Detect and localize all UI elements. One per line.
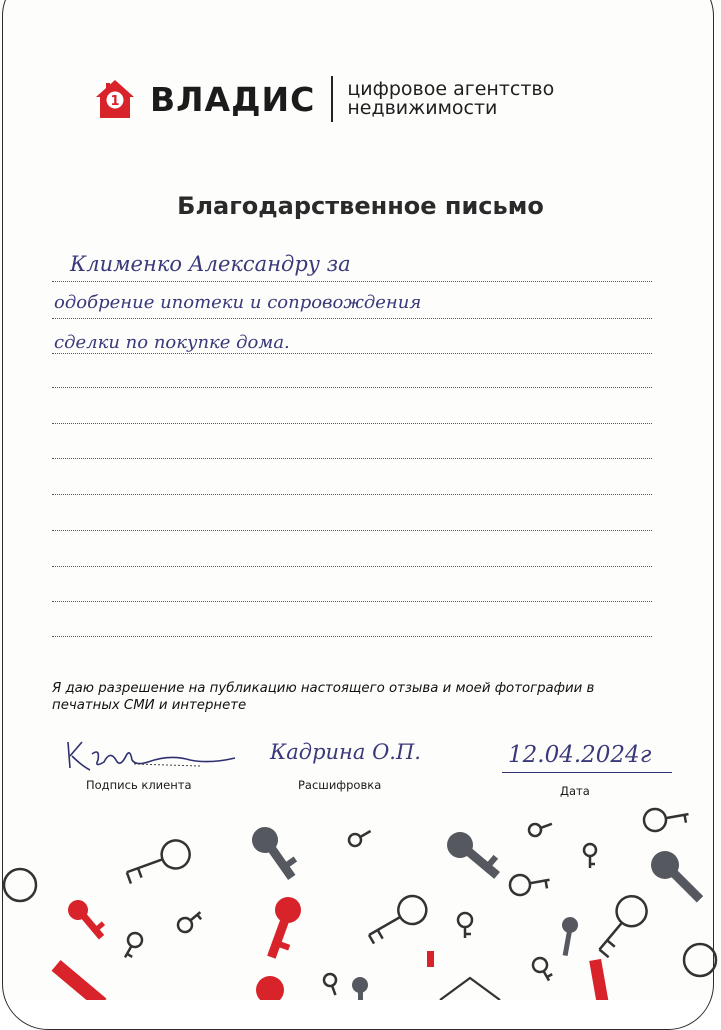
brand-tagline <box>347 80 554 118</box>
client-signature <box>60 730 240 780</box>
tagline-line-2: недвижимости <box>347 97 498 119</box>
publication-consent: Я даю разрешение на публикацию настоящего отзыва и моей фотографии в печатных СМИ и интернете <box>52 681 595 713</box>
handwritten-line-2: одобрение ипотеки и сопровождения <box>54 292 422 313</box>
decode-label: Расшифровка <box>298 778 382 792</box>
dotted-line <box>52 423 652 424</box>
dotted-line <box>52 636 652 637</box>
dotted-line <box>52 601 652 602</box>
brand-name: ВЛАДИС <box>150 79 316 119</box>
signature-decode: Кадрина О.П. <box>270 740 421 764</box>
decorative-keys <box>0 800 721 1000</box>
house-logo-icon <box>94 78 136 120</box>
signature-date: 12.04.2024г <box>508 742 652 768</box>
dotted-line <box>52 281 652 282</box>
key-icon <box>247 821 710 1000</box>
logo-divider <box>331 76 333 122</box>
dotted-line <box>52 566 652 567</box>
handwritten-line-1: Клименко Александру за <box>70 252 351 276</box>
tagline-line-1: цифровое агентство <box>347 78 555 100</box>
dotted-line <box>52 318 652 319</box>
letter-title: Благодарственное письмо <box>177 192 544 220</box>
key-icon <box>4 803 716 997</box>
dotted-line <box>52 353 652 354</box>
handwritten-line-3: сделки по покупке дома. <box>54 332 290 353</box>
brand-logo <box>94 72 554 126</box>
date-label: Дата <box>560 784 590 798</box>
dotted-line <box>52 387 652 388</box>
dotted-line <box>52 458 652 459</box>
logo-digit: 1 <box>110 94 120 109</box>
dotted-line <box>52 530 652 531</box>
client-signature-label: Подпись клиента <box>86 778 192 792</box>
dotted-line <box>52 494 652 495</box>
date-underline <box>502 772 672 773</box>
house-key-icon <box>440 978 500 1000</box>
